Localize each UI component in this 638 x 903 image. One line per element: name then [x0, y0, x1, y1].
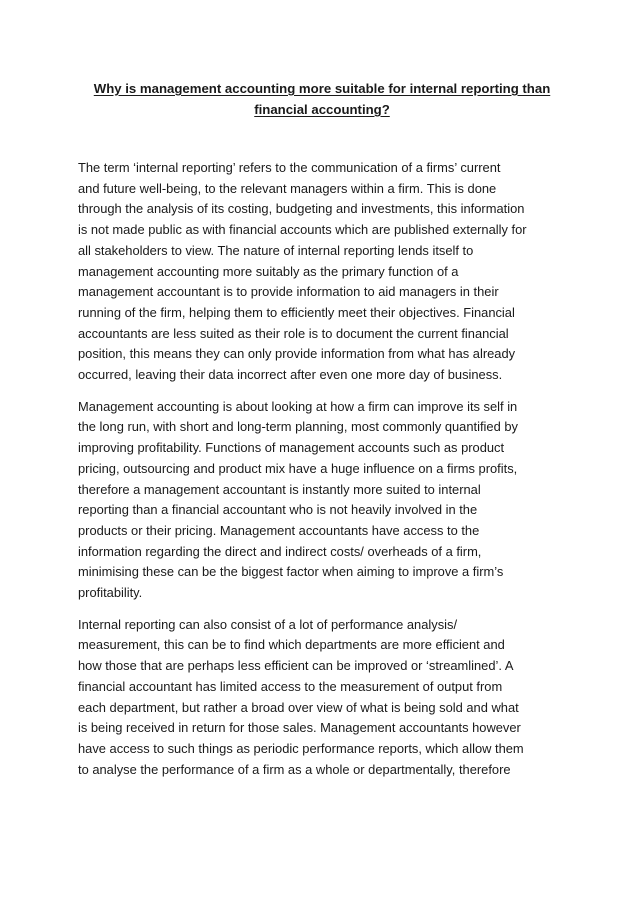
- text-line: and future well-being, to the relevant managers within a firm. This is done: [78, 180, 497, 196]
- text-line: information regarding the direct and indirect costs/ overheads of a firm,: [78, 543, 482, 559]
- paragraph-1: [78, 158, 566, 386]
- text-line: all stakeholders to view. The nature of internal reporting lends itself to: [78, 242, 474, 258]
- text-line: improving profitability. Functions of management accounts such as product: [78, 440, 505, 456]
- paragraph-2: [78, 397, 566, 604]
- title-line: financial accounting?: [254, 102, 390, 117]
- text-line: position, this means they can only provide information from what has already: [78, 346, 516, 362]
- text-line: minimising these can be the biggest factor when aiming to improve a firm’s: [78, 564, 504, 580]
- text-line: to analyse the performance of a firm as a whole or departmentally, therefore: [78, 761, 511, 777]
- text-line: is not made public as with financial accounts which are published externally for: [78, 222, 527, 238]
- text-line: each department, but rather a broad over view of what is being sold and what: [78, 699, 519, 715]
- text-line: profitability.: [78, 585, 143, 601]
- paragraph-3: [78, 615, 566, 781]
- text-line: The term ‘internal reporting’ refers to the communication of a firms’ current: [78, 160, 501, 175]
- text-line: products or their pricing. Management accountants have access to the: [78, 522, 480, 538]
- document-body: [78, 158, 566, 791]
- text-line: Management accounting is about looking at how a firm can improve its self in: [78, 398, 518, 414]
- text-line: occurred, leaving their data incorrect after even one more day of business.: [78, 367, 503, 383]
- document-title: [78, 78, 566, 120]
- text-line: have access to such things as periodic performance reports, which allow them: [78, 740, 524, 756]
- text-line: through the analysis of its costing, budgeting and investments, this information: [78, 201, 525, 217]
- text-line: pricing, outsourcing and product mix have a huge influence on a firms profits,: [78, 460, 518, 476]
- text-line: therefore a management accountant is instantly more suited to internal: [78, 481, 481, 497]
- text-line: how those that are perhaps less efficient can be improved or ‘streamlined’. A: [78, 658, 514, 674]
- text-line: management accounting more suitably as the primary function of a: [78, 263, 459, 279]
- text-line: Internal reporting can also consist of a lot of performance analysis/: [78, 616, 458, 632]
- text-line: measurement, this can be to find which departments are more efficient and: [78, 637, 505, 653]
- text-line: reporting than a financial accountant who is not heavily involved in the: [78, 502, 478, 518]
- text-line: the long run, with short and long-term planning, most commonly quantified by: [78, 419, 518, 435]
- text-line: running of the firm, helping them to efficiently meet their objectives. Financial: [78, 304, 515, 320]
- text-line: accountants are less suited as their role is to document the current financial: [78, 325, 509, 341]
- text-line: is being received in return for those sales. Management accountants however: [78, 720, 521, 736]
- title-line: Why is management accounting more suitable for internal reporting than: [93, 81, 551, 96]
- text-line: financial accountant has limited access to the measurement of output from: [78, 678, 503, 694]
- text-line: management accountant is to provide information to aid managers in their: [78, 284, 499, 300]
